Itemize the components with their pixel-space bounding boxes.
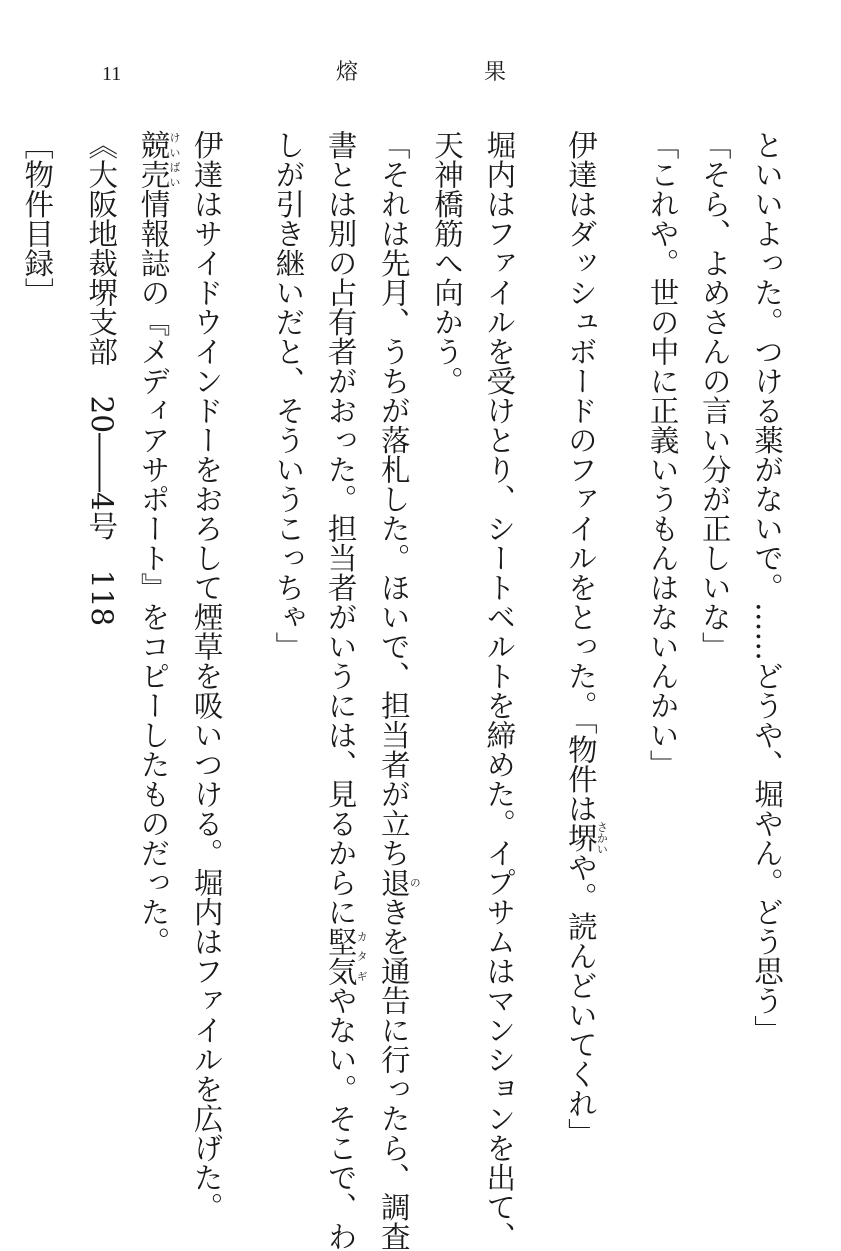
text-line: 伊達はサイドウインドーをおろして煙草を吸いつける。堀内はファイルを広げた。 (189, 130, 224, 1222)
text-line: 「そら、よめさんの言い分が正しいな」 (697, 130, 732, 661)
text-line: ［物件目録］ (20, 130, 55, 307)
text-line: といいよった。つける薬がないで。……どうや、堀やん。どう思う」 (750, 130, 784, 1045)
text-line: 《大阪地裁堺支部 20――4号 118 (84, 130, 119, 627)
ruby-katagi: 堅気カタギ (323, 926, 369, 986)
text-line: 天神橋筋へ向かう。 (429, 130, 464, 396)
text-line: 書とは別の占有者がおった。担当者がいうには、見るからに堅気カタギやない。そこで、わ (323, 130, 369, 1251)
running-head-char: 果 (483, 60, 506, 85)
running-head (336, 62, 506, 84)
page-number: 11 (102, 63, 122, 85)
text-line: しが引き継いだと、そういうこっちゃ」 (271, 130, 306, 661)
body-text (0, 130, 793, 1251)
text-line: 「これや。世の中に正義いうもんはないんかい」 (645, 130, 680, 779)
text-line (0, 130, 11, 1130)
text-line: 競売けいばい情報誌の『メディアサポート』をコピーしたものだった。 (136, 130, 181, 956)
running-head-char: 熔 (336, 60, 359, 85)
ruby-sakai: 堺さかい (563, 821, 609, 855)
text-line: 「それは先月、うちが落札した。ほいで、担当者が立ち退のきを通告に行ったら、調査 (376, 130, 422, 1251)
text-line: 堀内はファイルを受けとり、シートベルトを締めた。イプサムはマンションを出て、 (482, 130, 517, 1251)
text-line: 伊達はダッシュボードのファイルをとった。「物件は堺さかいや。読んどいてくれ」 (563, 130, 609, 1148)
ruby-keibai: 競売けいばい (136, 130, 181, 189)
ruby-noku: 退の (376, 867, 422, 897)
